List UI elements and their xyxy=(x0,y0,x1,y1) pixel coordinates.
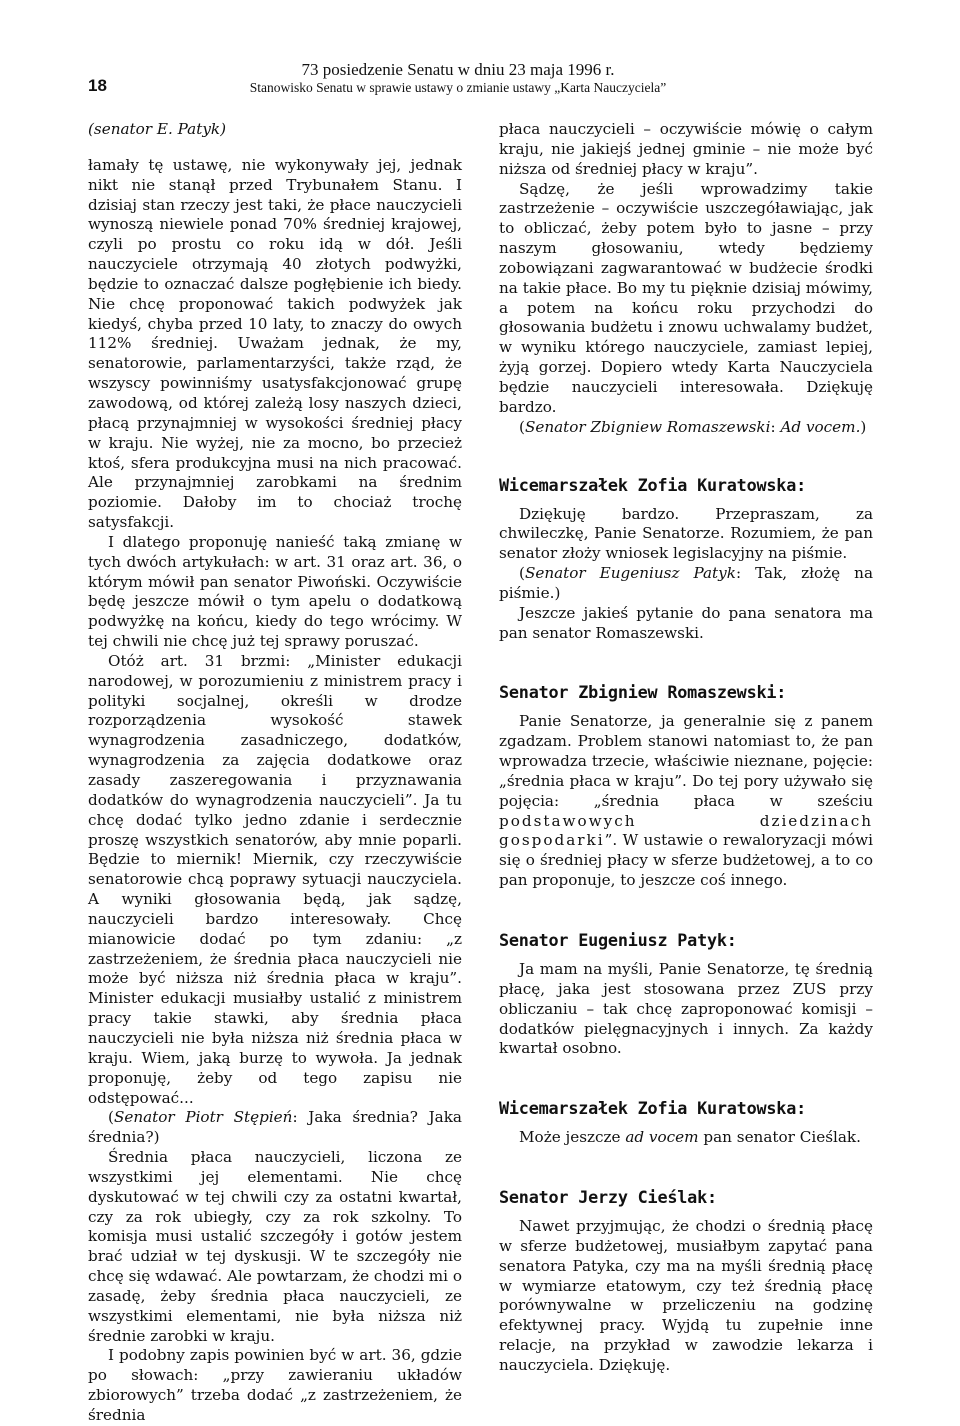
speaker-heading: Senator Eugeniusz Patyk: xyxy=(499,930,737,950)
spaced-text: podstawowych dziedzinach gospodarki xyxy=(499,811,873,850)
paragraph: Otóż art. 31 brzmi: „Minister edukacji narodowej, w porozumieniu z ministrem pracy i polityki socjalnej, określi w drodze rozporządzenia wysokość stawek wynagrodzenia zasadniczego, dodatków, wynagrodzenia za zajęcia dodatkowe oraz zasady zaszeregowania i przyznawania dodatków do wynagrodzenia nauczycieli”. Ja tu chcę dodać tylko jedno zdanie i serdecznie proszę wszystkich senatorów, aby mnie poparli. Będzie to miernik! Miernik, czy rzeczywiście senatorowie chcą poprawy sytuacji nauczyciela. A wyniki głosowania będą, jak sądzę, nauczycieli bardzo interesowały. Chcę mianowicie dodać po tym zdaniu: „z zastrzeżeniem, że średnia płaca nauczycieli nie może być niższa niż średnia płaca w kraju”. Minister edukacji musiałby ustalić z ministrem pracy takie stawki, aby średnia płaca nauczycieli nie była niższa niż średnia płaca w kraju. Wiem, jaką burzę to wywoła. Ja jednak proponuję, żeby od tego zapisu nie odstępować... xyxy=(88,651,462,1107)
paragraph xyxy=(499,712,873,891)
interjection-text: Ad vocem. xyxy=(780,417,861,436)
speaker-heading: Senator Jerzy Cieślak: xyxy=(499,1187,717,1208)
paragraph: Dziękuję bardzo. Przepraszam, za chwileczkę, Panie Senatorze. Rozumiem, że pan senator złoży wniosek legislacyjny na piśmie. xyxy=(499,504,873,563)
paragraph: płaca nauczycieli – oczywiście mówię o całym kraju, nie jakiejś jednej gminie – nie może być niższa od średniej płacy w kraju”. xyxy=(499,120,873,178)
header-title: 73 posiedzenie Senatu w dniu 23 maja 1996 r. xyxy=(301,60,615,79)
paragraph: Ja mam na myśli, Panie Senatorze, tę średnią płacę, jaka jest stosowana przez ZUS przy obliczaniu – tak chcę zaproponować komisji – dodatków pielęgnacyjnych i innych. Za każdy kwartał osobno. xyxy=(499,960,873,1058)
paragraph: Nawet przyjmując, że chodzi o średnią płacę w sferze budżetowej, musiałbym zapytać pana senatora Patyka, czy ma na myśli średnią płacę w wymiarze etatowym, czy też średnią płacę porównywalne w przeliczeniu na godzinę efektywnej pracy. Wyjdą tu zupełnie inne relacje, na przykład w zawodzie lekarza i nauczyciela. Dziękuję. xyxy=(499,1217,873,1374)
paragraph: I dlatego proponuję nanieść taką zmianę w tych dwóch artykułach: w art. 31 oraz art. 36, o którym mówił pan senator Piwoński. Oczywiście będę jeszcze mówił o tym apelu o dodatkową podwyżkę na końcu, kiedy do tego wrócimy. W tej chwili nie chcę już tej sprawy poruszać. xyxy=(88,532,462,651)
paragraph: Jeszcze jakieś pytanie do pana senatora ma pan senator Romaszewski. xyxy=(499,603,873,642)
interjection-speaker: Senator Eugeniusz Patyk xyxy=(524,564,736,583)
interjection-open: ( xyxy=(108,1108,114,1127)
interjection-text: : Jaka średnia? Jaka średnia?) xyxy=(88,1108,462,1147)
interjection: (Senator Zbigniew Romaszewski: Ad vocem.) xyxy=(519,417,867,436)
paragraph: Sądzę, że jeśli wprowadzimy takie zastrzeżenie – oczywiście uszczegóławiając, jak to obliczać, żeby potem było to jasne – przy naszym głosowaniu, wtedy będziemy zobowiązani zagwarantować w budżecie środki na takie płace. Bo my tu pięknie dzisiaj mówimy, a potem na końcu roku przychodzi do głosowania budżetu i znowu uchwalamy budżet, w wyniku którego nauczyciele, zamiast lepiej, żyją gorzej. Dopiero wtedy Karta Nauczyciela będzie nauczycieli interesowała. Dziękuję bardzo. xyxy=(499,179,873,416)
interjection-text: : Tak, złożę na piśmie.) xyxy=(499,564,873,602)
paragraph xyxy=(499,1128,873,1148)
paragraph: Średnia płaca nauczycieli, liczona ze wszystkimi jej elementami. Nie chcę dyskutować w tej chwili czy za ostatni kwartał, czy za rok ubiegły, czy za rok szkolny. To komisja musi ustalić szczegóły i gotów jestem brać udział w tej dyskusji. W te szczegóły nie chcę się wdawać. Ale powtarzam, że chodzi mi o zasadę, żeby średnia płaca nauczycieli, ze wszystkimi elementami, nie była niższa niż średnie zarobki w kraju. xyxy=(88,1148,462,1345)
text-run: pan senator Cieślak. xyxy=(698,1128,861,1147)
interjection-speaker: Senator Piotr Stępień xyxy=(113,1108,293,1127)
interjection xyxy=(88,1108,462,1148)
speaker-heading: Wicemarszałek Zofia Kuratowska: xyxy=(499,474,806,495)
page-number: 18 xyxy=(88,76,107,95)
interjection: (Senator Eugeniusz Patyk: Tak, złożę na piśmie.) xyxy=(499,564,873,602)
italic-text: ad vocem xyxy=(625,1128,699,1147)
speaker-heading: Senator Zbigniew Romaszewski: xyxy=(499,682,787,703)
header-subtitle: Stanowisko Senatu w sprawie ustawy o zmianie ustawy „Karta Nauczyciela” xyxy=(249,80,667,95)
right-column xyxy=(499,120,873,1376)
speaker-heading: Wicemarszałek Zofia Kuratowska: xyxy=(499,1098,806,1119)
left-column xyxy=(88,120,462,1426)
text-run: Panie Senatorze, ja generalnie się z panem zgadzam. Problem stanowi natomiast to, że pan wprowadza trzecie, właściwie nieznane, pojęcie: „średnia płaca w kraju”. Do tej pory używało się pojęcia: „średnia płaca w sześciu xyxy=(499,712,873,810)
paragraph: łamały tę ustawę, nie wykonywały jej, jednak nikt nie stanął przed Trybunałem Stanu. I dzisiaj stan rzeczy jest taki, że płace nauczycieli wynoszą niewiele ponad 70% średniej krajowej, czyli po prostu co roku idą w dół. Jeśli nauczyciele otrzymają 40 złotych podwyżki, będzie to oznaczać dalsze pogłębienie ich biedy. Nie chcę proponować takich podwyżek jak kiedyś, chyba przed 10 laty, to znaczy do owych 112% średniej. Uważam jednak, że my, senatorowie, parlamentarzyści, także rząd, że wszyscy powinniśmy usatysfakcjonować grupę zawodową, od której zależą losy naszych dzieci, płacą przynajmniej w wysokości średniej płacy w kraju. Nie wyżej, nie za mocno, bo przecież ktoś, sfera produkcyjna musi na nich pracować. Ale przynajmniej zarobkami na średnim poziomie. Dałoby im to chociaż trochę satysfakcji. xyxy=(88,155,462,532)
interjection-speaker: Senator Zbigniew Romaszewski xyxy=(524,417,771,436)
page-header xyxy=(88,60,888,100)
speaker-reference: (senator E. Patyk) xyxy=(88,120,227,138)
text-run: Może jeszcze xyxy=(519,1128,626,1147)
text-run: ”. W ustawie o rewaloryzacji mówi się o średniej płacy w sferze budżetowej, a to co pan proponuje, to jeszcze coś innego. xyxy=(499,831,873,890)
paragraph: I podobny zapis powinien być w art. 36, gdzie po słowach: „przy zawieraniu układów zbiorowych” trzeba dodać „z zastrzeżeniem, że średnia xyxy=(88,1346,462,1424)
